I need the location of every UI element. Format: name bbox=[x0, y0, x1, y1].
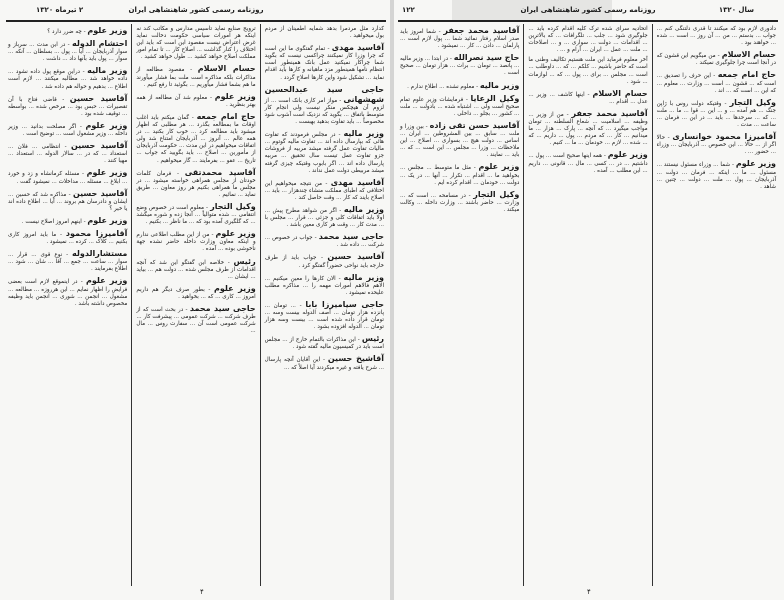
article-section: آقاسید محمدتقی - فرمان کلمات خودتان از مجلس همراهی خواسته میشود ... در مجلس ما همراهی بکنیم هر روز معاون ... طریق نماید ... نمائیم . bbox=[136, 167, 256, 198]
speaker-heading: حاج سید نصرالله bbox=[453, 53, 520, 63]
section-body: معلوم است در خصوص وضع انتقامی ... شده متوالیاً ... آنجا زده و شوره میگشد ... که گلگیری آمده بود که ... ما ناظر ... بکنیم . bbox=[136, 204, 256, 226]
article-section: آقاشیخ حسین - این آقایان آنچه پارسال ... شرح یافته و غیره میکردند آیا اصلاً که ... bbox=[264, 354, 384, 371]
article-section: وزیر علوم - چه ضرر دارد ؟ bbox=[47, 26, 128, 35]
speaker-heading: حاجی سیامیرزا بابا bbox=[305, 299, 385, 309]
article-section: حاجی سید عبدالحسین شهشهانی - مواز امر کاری بانک است ... از لزوم آن هیچکس منکر نیست ولی انجام کار متوسط باتفاق ... بگوید که نزدیک است آشوب شود مخصوصاً ... باید تفاوت بدهید بهبست . bbox=[264, 84, 385, 126]
section-body: مواز امر کاری بانک است ... از لزوم آن هیچکس منکر نیست ولی انجام کار متوسط باتفاق ... بگوید که نزدیک است آشوب شود مخصوصاً ... باید تفاوت بدهید بهبست . bbox=[264, 97, 384, 126]
speaker-heading: وزیر علوم bbox=[214, 91, 256, 101]
left-column-3 bbox=[4, 24, 131, 586]
article-section: وکیل الرعایا - فرمایشات وزیر علوم تمام صحیح است ولی ... اشتباه شده ... بادولت ... ملت ... کشور ... بجلو ... داخلی . bbox=[400, 93, 520, 117]
article-section: حاجی سید محمد - در بحث است که از طرف شرکت ... شرکت عمومی ... پیشرفت کار ... شرکت عمومی است آن ... سفارت روس ... مال ... bbox=[136, 304, 256, 335]
speaker-heading: حاجی سید محمد bbox=[318, 232, 385, 242]
article-section bbox=[528, 57, 647, 85]
section-body: مسئله کرمانشاه و زد و خورد ... ابلاغ ... مسئله ... مداخلات ... نمیشود گفت . bbox=[8, 171, 128, 185]
left-column-1 bbox=[260, 24, 388, 586]
section-body: گمان میکنم باید اغلب اوقات ما بمطالعه بگذرد ... هر مطلبی که اظهار میشود باید مطالعه کرد ... خوب کار بکنید ... در همه عالم ... آنروز ... آذربایجان امتناع شد ولی اتفاقات میخواهیم در این مدت ... حکومت آذربایجان از مأمورین ... اصلاح ... باید بگویید که جواب ... تاریخ ... عفو ... بفرمایند ... گار میخواهیم . bbox=[136, 114, 256, 164]
article-section: آقاسید حسین - جواب باید از طرف خارجه باید نواحی حضوراً گفتگو کرد . bbox=[264, 252, 384, 269]
section-body: اگر مصلحت بدانید ... وزیر داخله ... وزیر مشغول است ... توضیح است . bbox=[8, 123, 128, 138]
speaker-heading: مستشارالدوله bbox=[72, 249, 128, 259]
article-section: وزیر علوم - من از این مطلب اطلاعی ندارم و اینکه معاون وزارت داخله حاضر نشده جهة ناخوشی بوده ... آمده . bbox=[136, 229, 256, 253]
left-columns bbox=[4, 24, 388, 586]
section-body: حالا اگر از ... حالا ... این خصوص ... آذربایجان ... وزراء ... حضور ... . bbox=[656, 135, 776, 156]
section-body: من از وزیر ... وظیفه ... اسلامیت ... شعاع السلطنه ... تومان مواجب میگیرد ... که آنچه ... پارک ... هزار ... ما میدانیم ... کار ... که مردم ... پول ... داریم ... که ... شده ... لازم ... خودمان ... ما ... کنیم . bbox=[528, 111, 648, 147]
section-body: در این مدت ... سرباز و سوار آذربایجان ... آیا ... پول ... بسلطان ... آنکه ... سوار ... پول باید بآنها داد ... داشت . bbox=[8, 42, 128, 63]
article-section: آقاسید مهدی - من نتیجه میخواهیم این اختلافی که اطبای مملکت منشاء چندهزار ... باید ... اصلاح بایند که کار ... وقت حاصل کند . bbox=[264, 177, 384, 201]
section-body: مثل ما متوسط ... مجلس ... بخواهید ما ... اقدام ... تکرار ... آنها ... در یک ... دولت ... خودمان ... اقدام کرده ایم . bbox=[400, 165, 520, 186]
section-body: من از این مطلب اطلاعی ندارم و اینکه معاون وزارت داخله حاضر نشده جهة ناخوشی بوده ... آمده . bbox=[136, 232, 256, 253]
section-body: معلوم شد آن مطالعه از همه بهتر بنظرید . bbox=[136, 94, 256, 108]
article-section: وزیر مالیه - دراین موقع پول داده نشود ... داده خواهد شد ... مطالبه میکنند ... لازم است اطلاع ... بدهیم و حواله هم داده شد . bbox=[8, 66, 128, 90]
article-section: وزیر علوم - اینهم امروز اصلاح نیست . bbox=[21, 215, 128, 225]
article-section: آقاسید محمد جعفر - شما امروز باید صدر اسلام رفتار نمائید شما ... پول لازم است ... پارلمان ... دادن ... کار ... نمیشود . bbox=[400, 26, 520, 50]
section-body: انتظامی ... فلان ... استعداد ... که در ... سالار الدوله ... استعداد ... مهیا کنند . bbox=[8, 144, 128, 165]
right-column-3 bbox=[396, 24, 523, 586]
article-section: وزیر علوم - در اینموقع لازم است بعضی فرایض را اظهار نمایم ... این هرروزه ... مطالعه ... مشغول ... انجمن ... شوری ... انجمن باید وظیفه مخصوص داشته باشد . bbox=[8, 276, 128, 307]
speaker-heading: آقامیرزا محمود bbox=[65, 228, 128, 238]
article-section: حاجی سید محمد - جواب در خصوص ... شرکت ... داده شد . bbox=[264, 232, 385, 249]
left-masthead-title: روزنامه رسمی کشور شاهنشاهی ایران bbox=[128, 6, 264, 14]
speaker-heading: آقاسید حسین bbox=[327, 252, 384, 262]
speaker-heading: حسام الاسلام bbox=[592, 88, 648, 98]
section-body: این مذاکرات بالتمام خارج از ... مجلس است باید در کمیسیون مالیه گفته شود . bbox=[264, 337, 384, 351]
speaker-heading: حسام الاسلام bbox=[721, 50, 777, 60]
article-section: وزیر علوم - معلوم شد آن مطالعه از همه بهتر بنظرید . bbox=[136, 91, 256, 108]
article-section: احتشام الدوله - در این مدت ... سرباز و سوار آذربایجان ... آیا ... پول ... بسلطان ... آنکه ... سوار ... پول باید بآنها داد ... داشت . bbox=[8, 39, 128, 63]
right-column-1 bbox=[652, 24, 780, 586]
article-section: وزیر مالیه - اگر من شواهد مطرح پیش ... اولا باید اتفاقات کلی و جزئی ... قرار ... مجلس با ... مدت کار ... وقت هر کاری معین باشد . bbox=[264, 204, 384, 229]
article-section: حسام الاسلام - مقصود مطالعه از مذاکرات بلکه مذاکره است ملت بما فشار میآورند ما هم بشما فشار میآوریم ... بگوئید تا رفع کنیم . bbox=[136, 64, 256, 88]
speaker-heading: آقامیرزا محمود خوانساری bbox=[672, 132, 776, 142]
speaker-heading: آقاسید حسین bbox=[72, 188, 128, 198]
right-masthead bbox=[398, 6, 778, 20]
section-body: جواب باید از طرف خارجه باید نواحی حضوراً گفتگو کرد . bbox=[264, 255, 384, 269]
speaker-heading: وزیر علوم bbox=[86, 168, 128, 178]
section-body: نوع قوی ... قرار ... سوار ... ساعت ... جمع ... آقا ... شان ... شود ... اطلاع بفرمایند . bbox=[8, 252, 128, 273]
speaker-heading: آقاسید حسین bbox=[70, 141, 128, 151]
article-section: حاج امام جمعه - این حرف را تصدیق ... است که ... قشون ... است ... وزارت ... معلوم ... که این ... است که ... اند . bbox=[656, 70, 776, 94]
speaker-heading: وکیل التجار bbox=[210, 201, 256, 211]
article-section: وزیر علوم - شما ... وزراء مسئول نیستند ... مسئول ... ما ... اینکه ... فرمان ... دولت ... آذربایجان ... پول ... ملت ... دولت ... چنین ... شاهد . bbox=[656, 159, 777, 190]
section-body: در اینموقع لازم است بعضی فرایض را اظهار نمایم ... این هرروزه ... مطالعه ... مشغول ... انجمن ... شوری ... انجمن باید وظیفه مخصوص داشته باشد . bbox=[8, 279, 128, 307]
section-body: در ابتدا ... وزیر مالیه ... پانصد ... تومان ... برات ... هزار تومان ... صحیح است . bbox=[400, 56, 520, 77]
right-issue: سال ۱۳۲۰ bbox=[718, 6, 754, 14]
section-body: جواب در خصوص ... شرکت ... داده شد . bbox=[264, 235, 384, 249]
speaker-heading: وزیر علوم bbox=[478, 162, 520, 172]
right-footer-number: ۴ bbox=[587, 588, 591, 596]
right-page bbox=[392, 0, 784, 600]
article-section: وکیل التجار - در مسامحه ... است که ... وزارت ... حاضر باشند ... وزارت داخله ... وکالت میکند . bbox=[400, 189, 520, 213]
speaker-heading: رئیس bbox=[233, 256, 256, 266]
speaker-heading: وزیر علوم bbox=[213, 283, 256, 293]
speaker-heading: وزیر مالیه bbox=[343, 204, 384, 214]
speaker-heading: آقاسید محمد جعفر bbox=[571, 108, 648, 118]
left-footer-number: ۴ bbox=[200, 588, 204, 596]
section-body: اگر من شواهد مطرح پیش ... اولا باید اتفاقات کلی و جزئی ... قرار ... مجلس با ... مدت کار ... وقت هر کاری معین باشد . bbox=[264, 207, 384, 229]
section-body: بطور صرف دیگر هم داریم امروز ... کاری ... که ... بخواهید . bbox=[136, 286, 256, 300]
section-body: قاضی فتاح با آن تقصیرات ... حبس بود ... مرخص شده ... بواسطه ... توقیف شده بود . bbox=[8, 96, 128, 117]
section-body: آخر معلوم فرماید این ملت هستیم تکالیف وطنی ما است که حاضر باشیم ... کلکم ... که ... داوطلب ... است ... مجلس ... برای ... پول ... که ... لوازمات ... شود . bbox=[528, 57, 648, 85]
left-column-2 bbox=[131, 24, 259, 586]
speaker-heading: وزیر علوم bbox=[85, 120, 128, 130]
speaker-heading: وزیر مالیه bbox=[343, 129, 385, 139]
article-section: حسام الاسلام - اینها کاشف ... وزیر ... عدل ... اقدام ... bbox=[528, 88, 648, 105]
speaker-heading: وزیر علوم bbox=[607, 150, 648, 160]
article-section bbox=[528, 26, 647, 54]
section-body: خلاصه این گفتگو این شد که آنچه اقدامات از طرف مجلس شده ... دولت هم ... بیاید ... ایشان ... bbox=[136, 259, 256, 280]
right-page-number: ۱۲۲ bbox=[402, 6, 415, 14]
article-section: وکیل التجار - وقتیکه دولت روس با ژاپن جنگ ... هم آمده ... و ... این ... قوا ... ما ... ملت ... که ... سرحدها ... باید ... در این ... فرمان ... ساعت ... مدت . bbox=[656, 97, 776, 129]
speaker-heading: وزیر مالیه bbox=[87, 66, 128, 76]
speaker-heading: آقاسید مهدی bbox=[330, 177, 384, 187]
speaker-heading: وکیل التجار bbox=[729, 97, 776, 107]
article-section: وزیر مالیه - در مجلس فرمودند که تفاوت هائی که بپارسال داده اند ... تفاوت مالیه گوتوم ... مالیات تفاوت عمل گرفته میشد مربیه از فروشات جزو تفاوت عمل تیست سال تحقیق ... مربیه پارسال داده اند ... اگر بابوب وقتیکه چیزی گرفته میشد مربیطی دولت عمل نداند . bbox=[264, 129, 385, 174]
speaker-heading: وکیل التجار bbox=[473, 189, 520, 199]
section-body: شما امروز باید صدر اسلام رفتار نمائید شما ... پول لازم است ... پارلمان ... دادن ... کار ... نمیشود . bbox=[400, 29, 520, 50]
article-section: وزیر مالیه - الان کارها را معین میکنیم ... الاهم فالاهم امورات مهمه را ... مذاکره مطلب علیحده نمیشود . bbox=[264, 272, 384, 296]
article-section: رئیس - این مذاکرات بالتمام خارج از ... مجلس است باید در کمیسیون مالیه گفته شود . bbox=[264, 334, 384, 351]
speaker-heading: وزیر علوم bbox=[735, 159, 777, 169]
speaker-heading: وزیر علوم bbox=[85, 276, 128, 286]
masthead-rule bbox=[6, 20, 386, 22]
article-section: حاج سید نصرالله - در ابتدا ... وزیر مالیه ... پانصد ... تومان ... برات ... هزار تومان ... صحیح است . bbox=[400, 53, 520, 77]
right-masthead-title: روزنامه رسمی کشور شاهنشاهی ایران bbox=[520, 6, 656, 14]
right-column-2 bbox=[523, 24, 651, 586]
masthead-rule bbox=[398, 20, 778, 22]
speaker-heading: آقاسید محمدتقی bbox=[184, 167, 256, 177]
section-body: ترویج صنایع نماید تاسیس مدارس و مکاتب کند نه اینکه هر امورات سیاسی حکومت دخالت نماید غرض اعتراض نیست مقصود این است که باید این اختلاف را کنار گذاشت ... اصلاح کار ... تا تمام امور مملکت اصلاح خواهد کشید ... طول خواهد کشید . bbox=[136, 26, 256, 61]
speaker-heading: وزیر علوم bbox=[215, 229, 256, 239]
article-section: حاج امام جمعه - گمان میکنم باید اغلب اوقات ما بمطالعه بگذرد ... هر مطلبی که اظهار میشود باید مطالعه کرد ... خوب کار بکنید ... در همه عالم ... آنروز ... آذربایجان امتناع شد ولی اتفاقات میخواهیم در این مدت ... حکومت آذربایجان از مأمورین ... اصلاح ... باید بگویید که جواب ... تاریخ ... عفو ... بفرمایند ... گار میخواهیم . bbox=[136, 111, 256, 164]
section-body: این حرف را تصدیق ... است که ... قشون ... است ... وزارت ... معلوم ... که این ... است که ... اند . bbox=[656, 73, 776, 94]
article-section bbox=[657, 26, 776, 47]
section-body: من میگویم این قشون که در آنجا است چرا جلوگیری نمیکند . bbox=[656, 53, 776, 67]
section-body: دراین موقع پول داده نشود ... داده خواهد شد ... مطالبه میکنند ... لازم است اطلاع ... بدهیم و حواله هم داده شد . bbox=[8, 69, 128, 90]
article-section: وکیل التجار - معلوم است در خصوص وضع انتقامی ... شده متوالیاً ... آنجا زده و شوره میگشد ... که گلگیری آمده بود که ... ما ناظر ... بکنیم . bbox=[136, 201, 256, 226]
section-body: در مجلس فرمودند که تفاوت هائی که بپارسال داده اند ... تفاوت مالیه گوتوم ... مالیات تفاوت عمل گرفته میشد مربیه از فروشات جزو تفاوت عمل تیست سال تحقیق ... مربیه پارسال داده اند ... اگر بابوب وقتیکه چیزی گرفته میشد مربیطی دولت عمل نداند . bbox=[264, 132, 384, 174]
article-section: آقاسید حسین - مذاکره شد که حسین ... ایشان و دادرسان هم بروند ... آیا ... اطلاع داده اند یا خیر ؟ bbox=[8, 188, 128, 212]
speaker-heading: آقاسید حسین bbox=[69, 93, 128, 103]
speaker-heading: حاجی سید عبدالحسین شهشهانی bbox=[264, 84, 385, 104]
article-section bbox=[265, 26, 384, 40]
article-section: حسام الاسلام - من میگویم این قشون که در آنجا است چرا جلوگیری نمیکند . bbox=[656, 50, 777, 67]
section-body: فرمایشات وزیر علوم تمام صحیح است ولی ... اشتباه شده ... بادولت ... ملت ... کشور ... بجلو ... داخلی . bbox=[400, 96, 520, 117]
speaker-heading: وزیر علوم bbox=[87, 26, 128, 35]
section-body: وقتیکه دولت روس با ژاپن جنگ ... هم آمده ... و ... این ... قوا ... ما ... ملت ... که ... سرحدها ... باید ... در این ... فرمان ... ساعت ... مدت . bbox=[656, 100, 776, 129]
section-body: این آقایان آنچه پارسال ... شرح یافته و غیره میکردند آیا اصلاً که ... bbox=[264, 357, 384, 371]
section-body: همه اینها صحیح است ... پول ... داشتیم ... در ... کسی ... مال ... قانونی ... داریم ... این مطلب ... آمده . bbox=[528, 153, 648, 174]
article-section: آقامیرزا محمود - ما باید امروز کاری بکنیم ... کلاک ... کرده ... نمیشود . bbox=[8, 228, 128, 246]
left-masthead bbox=[6, 6, 386, 20]
section-body: اینهم امروز اصلاح نیست . bbox=[21, 218, 82, 225]
article-section: آقامیرزا محمود خوانساری - حالا اگر از ... حالا ... این خصوص ... آذربایجان ... وزراء ... حضور ... . bbox=[656, 132, 776, 156]
section-body: اتحادیه سرای شده ترک کلیه اقدام کرده باید ... جلوگیری شود ... جلب ... تلگرافات ... که بالاترین ... اقدامات ... دولت ... سواری ... و ... اصلاحات ... ملت ... عمل ... ایران ... آرام و ... . bbox=[528, 26, 648, 54]
right-columns bbox=[396, 24, 780, 586]
article-section: وزیر علوم - اگر مصلحت بدانید ... وزیر داخله ... وزیر مشغول است ... توضیح است . bbox=[8, 120, 128, 138]
speaker-heading: وزیر مالیه bbox=[343, 272, 384, 282]
section-body: دادوری لازم بود که میکنند تا قدری دلتنگی کنم ... جواب ... بدستم ... من ... آن روز ... است ... شده ... خواهند بود . bbox=[656, 26, 776, 47]
section-body: چه ضرر دارد ؟ bbox=[47, 29, 82, 35]
section-body: فرمان کلمات خودتان از مجلس همراهی خواسته میشود ... در مجلس ما همراهی بکنیم هر روز معاون ... طریق نماید ... نمائیم . bbox=[136, 170, 256, 198]
speaker-heading: وزیر علوم bbox=[87, 215, 128, 225]
article-section: وزیر علوم - مسئله کرمانشاه و زد و خورد ... ابلاغ ... مسئله ... مداخلات ... نمیشود گفت . bbox=[8, 168, 128, 185]
article-section: وزیر مالیه - معلوم نشده ... اطلاع ندارم . bbox=[407, 80, 520, 90]
section-body: ما باید امروز کاری بکنیم ... کلاک ... کرده ... نمیشود . bbox=[8, 231, 128, 246]
speaker-heading: حاجی سید محمد bbox=[189, 304, 256, 313]
section-body: معلوم نشده ... اطلاع ندارم . bbox=[407, 83, 475, 90]
section-body: در مسامحه ... است که ... وزارت ... حاضر باشند ... وزارت داخله ... وکالت میکند . bbox=[400, 192, 520, 213]
article-section: رئیس - خلاصه این گفتگو این شد که آنچه اقدامات از طرف مجلس شده ... دولت هم ... بیاید ... ایشان ... bbox=[136, 256, 256, 280]
speaker-heading: حاج امام جمعه bbox=[717, 70, 776, 80]
article-section: آقاسید مهدی - تمام گفتگوی ما این است که چرا وزرا کار نمیکنند چراکسی نیست که بگوید شما چراکار نمیکنید عمل بانک همینطور است انتظام نامها همینطور مزد ماهیانه و کارها باید اقدام نماید ... تشکیل شود واین کارها اصلاح گردد . bbox=[264, 43, 384, 81]
speaker-heading: آقاسید محمد جعفر bbox=[443, 26, 520, 35]
speaker-heading: حاج امام جمعه bbox=[196, 111, 256, 121]
section-body: ... تومان ... پانزده هزار تومان ... آصف الدوله بیست وسه ... تومان قرار داده شده است ... بیست وسه هزار تومان ... الدوله افزوده بشود . bbox=[264, 302, 384, 331]
article-section: آقاسید محمد جعفر - من از وزیر ... وظیفه ... اسلامیت ... شعاع السلطنه ... تومان مواجب میگیرد ... که آنچه ... پارک ... هزار ... ما میدانیم ... کار ... که مردم ... پول ... داریم ... که ... شده ... لازم ... خودمان ... ما ... کنیم . bbox=[528, 108, 648, 147]
article-section: وزیر علوم - بطور صرف دیگر هم داریم امروز ... کاری ... که ... بخواهید . bbox=[136, 283, 256, 300]
section-body: شما ... وزراء مسئول نیستند ... مسئول ... ما ... اینکه ... فرمان ... دولت ... آذربایجان ... پول ... ملت ... دولت ... چنین ... شاهد . bbox=[656, 162, 776, 190]
article-section: آقاسید حسین - انتظامی ... فلان ... استعداد ... که در ... سالار الدوله ... استعداد ... مهیا کنند . bbox=[8, 141, 128, 165]
speaker-heading: آقاسید حسن تقی زاده bbox=[429, 120, 520, 130]
article-section: حاجی سیامیرزا بابا - ... تومان ... پانزده هزار تومان ... آصف الدوله بیست وسه ... تومان قرار داده شده است ... بیست وسه هزار تومان ... الدوله افزوده بشود . bbox=[264, 299, 385, 331]
section-body: کدارد مثل مردمرا بدهد شمایه اطمینان از مردم بول میخواهید . bbox=[264, 26, 384, 40]
section-body: من نتیجه میخواهیم این اختلافی که اطبای مملکت منشاء چندهزار ... باید ... اصلاح بایند که کار ... وقت حاصل کند . bbox=[264, 180, 384, 201]
section-body: الان کارها را معین میکنیم ... الاهم فالاهم امورات مهمه را ... مذاکره مطلب علیحده نمیشود . bbox=[264, 275, 384, 296]
article-section: وزیر علوم - همه اینها صحیح است ... پول ... داشتیم ... در ... کسی ... مال ... قانونی ... داریم ... این مطلب ... آمده . bbox=[528, 150, 648, 174]
section-body: در بحث است که از طرف شرکت ... شرکت عمومی ... پیشرفت کار ... شرکت عمومی است آن ... سفارت روس ... مال ... bbox=[136, 307, 256, 335]
article-section bbox=[136, 26, 255, 61]
article-section: آقاسید حسین - قاضی فتاح با آن تقصیرات ... حبس بود ... مرخص شده ... بواسطه ... توقیف شده بود . bbox=[8, 93, 128, 117]
speaker-heading: آقاسید مهدی bbox=[331, 43, 384, 53]
section-body: اینها کاشف ... وزیر ... عدل ... اقدام ... bbox=[528, 91, 648, 105]
speaker-heading: وزیر مالیه bbox=[479, 80, 520, 90]
speaker-heading: حسام الاسلام bbox=[197, 64, 256, 74]
section-body: تمام گفتگوی ما این است که چرا وزرا کار نمیکنند چراکسی نیست که بگوید شما چراکار نمیکنید عمل بانک همینطور است انتظام نامها همینطور مزد ماهیانه و کارها باید اقدام نماید ... تشکیل شود واین کارها اصلاح گردد . bbox=[264, 46, 384, 81]
section-body: مقصود مطالعه از مذاکرات بلکه مذاکره است ملت بما فشار میآورند ما هم بشما فشار میآوریم ... بگوئید تا رفع کنیم . bbox=[136, 67, 256, 88]
section-body: بین وزرا و ملت ... سابق ... بین المشروطین ... ایران ... اساس ... دولت هیچ ... بسواری ... اصلاح ... این ملاحظات ... وزرا ... مجلس ... این است ... که ... باید ... نمایند . bbox=[400, 123, 520, 159]
speaker-heading: احتشام الدوله bbox=[72, 39, 128, 49]
article-section: وزیر علوم - مثل ما متوسط ... مجلس ... بخواهید ما ... اقدام ... تکرار ... آنها ... در یک ... دولت ... خودمان ... اقدام کرده ایم . bbox=[400, 162, 520, 186]
article-section: مستشارالدوله - نوع قوی ... قرار ... سوار ... ساعت ... جمع ... آقا ... شان ... شود ... اطلاع بفرمایند . bbox=[8, 249, 128, 273]
section-body: مذاکره شد که حسین ... ایشان و دادرسان هم بروند ... آیا ... اطلاع داده اند یا خیر ؟ bbox=[8, 191, 128, 212]
speaker-heading: وکیل الرعایا bbox=[470, 93, 520, 103]
speaker-heading: آقاشیخ حسین bbox=[327, 354, 384, 364]
speaker-heading: رئیس bbox=[361, 334, 384, 344]
article-section: آقاسید حسن تقی زاده - بین وزرا و ملت ... سابق ... بین المشروطین ... ایران ... اساس ... دولت هیچ ... بسواری ... اصلاح ... این ملاحظات ... وزرا ... مجلس ... این است ... که ... باید ... نمایند . bbox=[400, 120, 520, 159]
left-date: ۲ تیرماه ۱۳۲۰ bbox=[36, 6, 84, 14]
